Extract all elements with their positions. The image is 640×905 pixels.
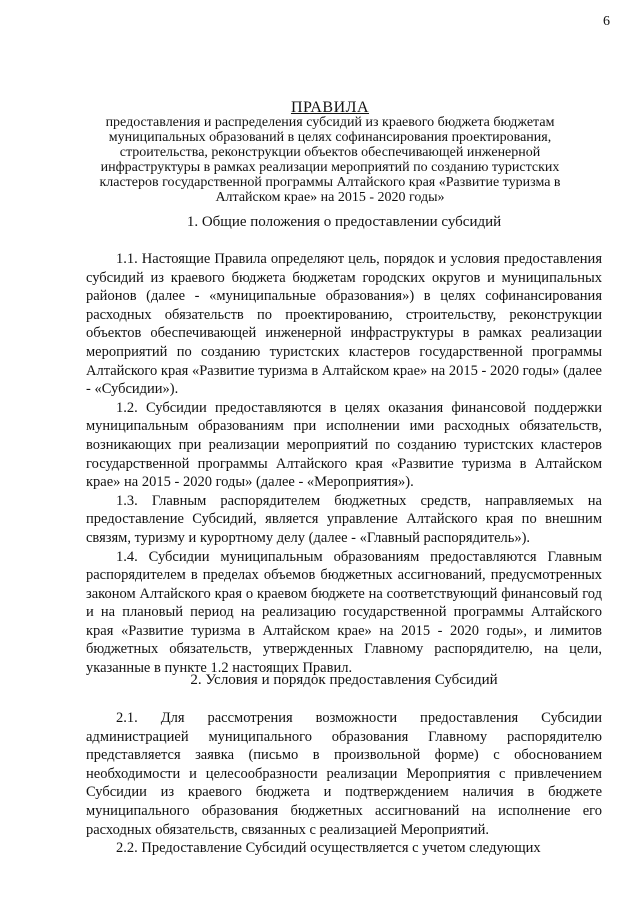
title-block [80, 100, 580, 205]
page-number: 6 [603, 14, 610, 29]
paragraph-1-2: 1.2. Субсидии предоставляются в целях оказания финансовой поддержки муниципальным образованиям при исполнении ими расходных обязательств, возникающих при реализации мероприятий по созданию туристских кластеров государственной программы Алтайского края «Развитие туризма в Алтайском крае» на 2015 - 2020 годы» (далее - «Мероприятия»). [86, 399, 602, 491]
paragraph-2-1: 2.1. Для рассмотрения возможности предоставления Субсидии администрацией муниципального образования Главному распорядителю представляется заявка (письмо в произвольной форме) с обоснованием необходимости и целесообразности реализации Мероприятия с привлечением Субсидии из краевого бюджета и подтверждением наличия в бюджете муниципального образования бюджетных ассигнований на исполнение его расходных обязательств, связанных с реализацией Мероприятий. [86, 710, 602, 838]
section-general-provisions [86, 214, 602, 678]
paragraph-2-2: 2.2. Предоставление Субсидий осуществляется с учетом следующих [116, 840, 541, 857]
paragraph-1-4: 1.4. Субсидии муниципальным образованиям предоставляются Главным распорядителем в пределах объемов бюджетных ассигнований, предусмотренных законом Алтайского края о краевом бюджете на соответствующий финансовый год и на плановый период на реализацию государственной программы Алтайского края «Развитие туризма в Алтайском крае» на 2015 - 2020 годы», и лимитов бюджетных обязательств, утвержденных Главному распорядителю, на цели, указанные в пункте 1.2 настоящих Правил. [86, 548, 602, 677]
section-heading: 1. Общие положения о предоставлении субсидий [186, 214, 502, 230]
paragraph-1-3: 1.3. Главным распорядителем бюджетных средств, направляемых на предоставление Субсидий, является управление Алтайского края по внешним связям, туризму и курортному делу (далее - «Главный распорядитель»). [86, 492, 602, 546]
document-subtitle: предоставления и распределения субсидий из краевого бюджета бюджетам муниципальных образований в целях софинансирования проектирования, строительства, реконструкции объектов обеспечивающей инженерной инфраструктуры в рамках реализации мероприятий по созданию туристских кластеров государственной программы Алтайского края «Развитие туризма в Алтайском крае» на 2015 - 2020 годы» [99, 115, 561, 205]
section-conditions [86, 672, 602, 858]
document-title: ПРАВИЛА [290, 99, 370, 116]
paragraph-1-1: 1.1. Настоящие Правила определяют цель, порядок и условия предоставления субсидий из краевого бюджета бюджетам городских округов и муниципальных районов (далее - «муниципальные образования») в целях софинансирования расходных обязательств по проектированию, строительству, реконструкции объектов обеспечивающей инженерной инфраструктуры в рамках реализации мероприятий по созданию туристских кластеров государственной программы Алтайского края «Развитие туризма в Алтайском крае» на 2015 - 2020 годы» (далее - «Субсидии»). [86, 251, 602, 398]
section-heading: 2. Условия и порядок предоставления Субсидий [190, 672, 498, 688]
